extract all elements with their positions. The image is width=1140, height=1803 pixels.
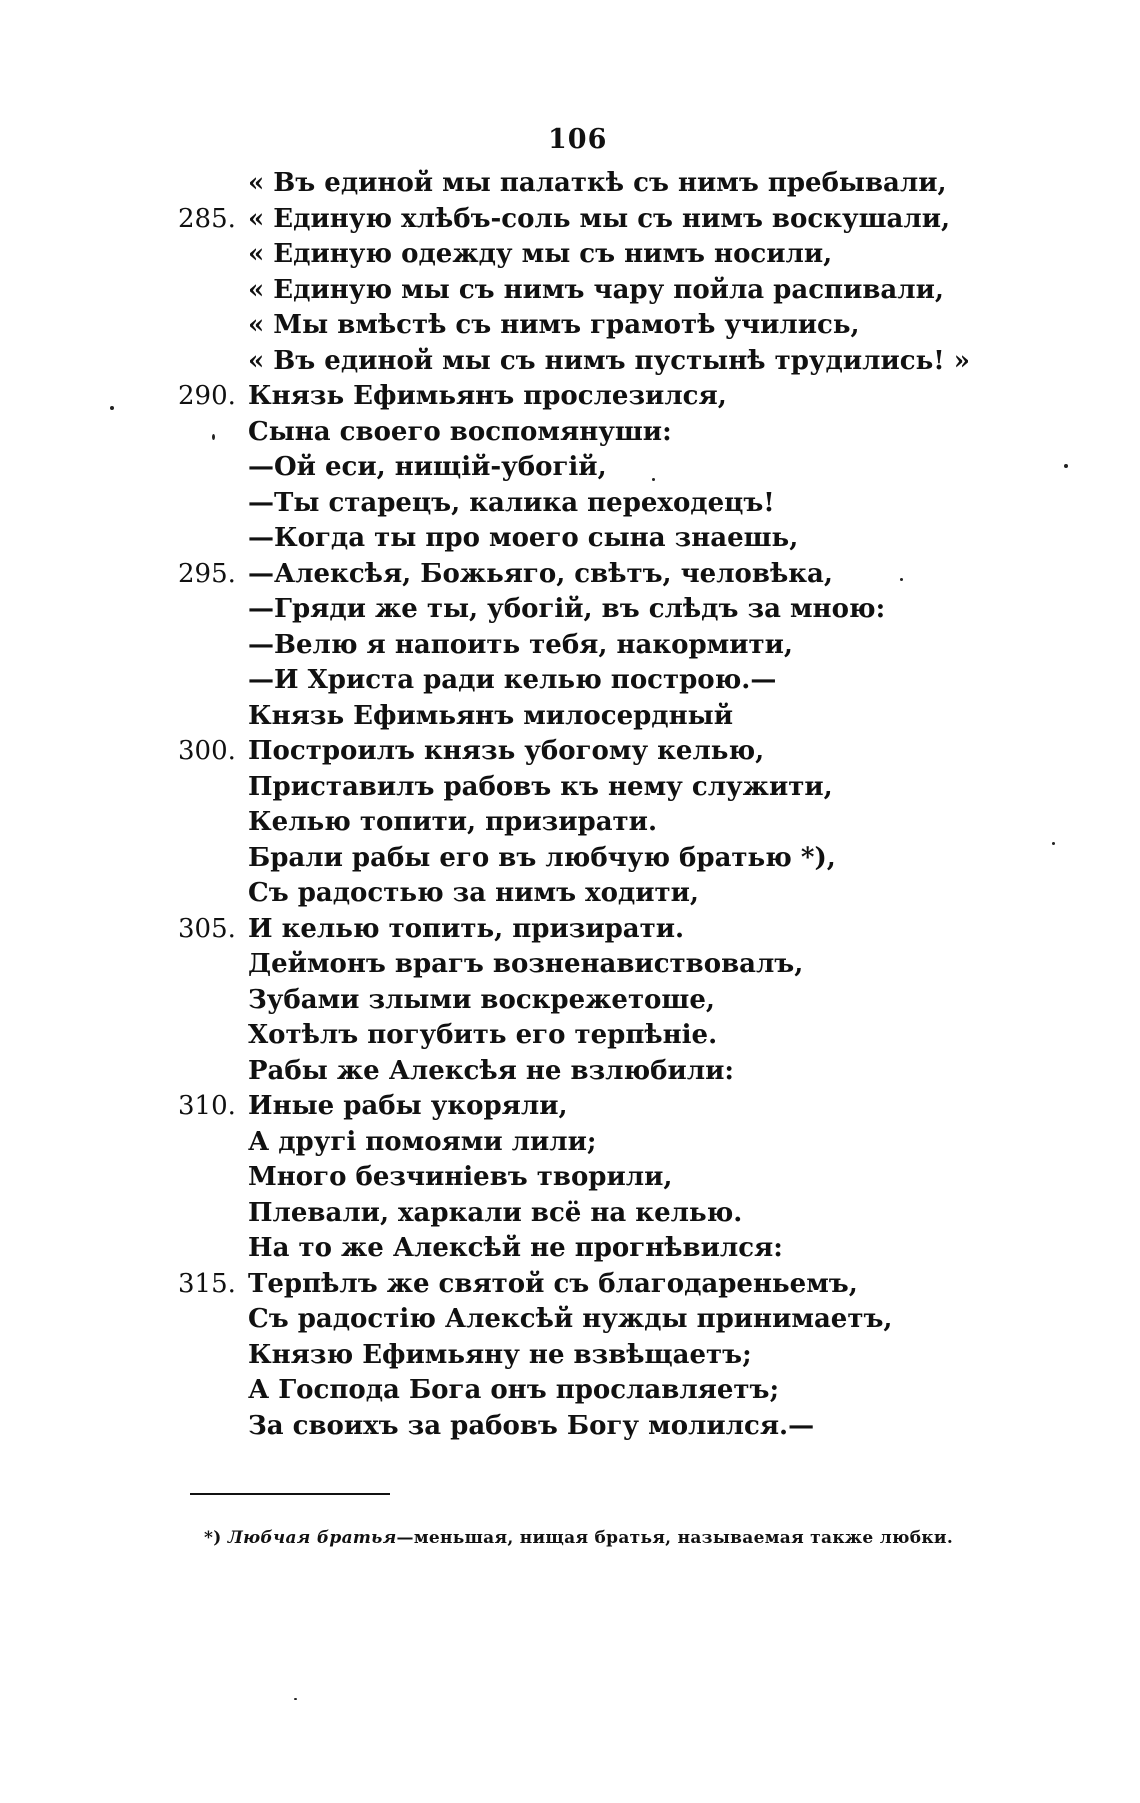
verse-line bbox=[0, 202, 1140, 238]
verse-line-text: А Господа Бога онъ прославляетъ; bbox=[248, 1375, 780, 1405]
verse-line bbox=[0, 1089, 1140, 1125]
page-number: 106 bbox=[548, 124, 608, 155]
verse-line-number: 310. bbox=[178, 1091, 236, 1121]
scan-speck bbox=[294, 1698, 297, 1700]
scan-speck bbox=[900, 578, 903, 581]
verse-line-text: А другі помоями лили; bbox=[248, 1126, 597, 1157]
verse-line-text: Брали рабы его въ любчую братью *), bbox=[248, 842, 836, 873]
verse-line bbox=[0, 557, 1140, 593]
verse-line bbox=[0, 805, 1140, 841]
verse-line bbox=[0, 1054, 1140, 1090]
verse-line-text: Иные рабы укоряли, bbox=[248, 1091, 568, 1121]
verse-line-text: « Единую хлѣбъ-соль мы съ нимъ воскушали, bbox=[248, 203, 951, 234]
verse-line-text: —Гряди же ты, убогій, въ слѣдъ за мною: bbox=[248, 594, 886, 624]
scan-speck bbox=[1064, 464, 1068, 468]
verse-line bbox=[0, 628, 1140, 664]
scan-speck bbox=[212, 434, 215, 440]
verse-line bbox=[0, 1373, 1140, 1409]
footnote bbox=[204, 1528, 953, 1548]
verse-line bbox=[0, 273, 1140, 309]
verse-line bbox=[0, 415, 1140, 451]
verse-line bbox=[0, 1267, 1140, 1303]
verse-line-text: Много безчиніевъ творили, bbox=[248, 1162, 673, 1192]
verse-line bbox=[0, 344, 1140, 380]
verse-line bbox=[0, 592, 1140, 628]
verse-line-text: « Въ единой мы палаткѣ съ нимъ пребывали, bbox=[248, 168, 947, 198]
verse-line-text: —Велю я напоить тебя, накормити, bbox=[248, 629, 793, 660]
verse-line-text: Съ радостію Алексѣй нужды принимаетъ, bbox=[248, 1304, 893, 1334]
verse-line-text: Хотѣлъ погубить его терпѣніе. bbox=[248, 1020, 718, 1050]
verse-line bbox=[0, 699, 1140, 735]
verse-line-text: Зубами злыми воскрежетоше, bbox=[248, 984, 715, 1015]
verse-line-text: Съ радостью за нимъ ходити, bbox=[248, 878, 699, 908]
verse-line-text: Приставилъ рабовъ къ нему служити, bbox=[248, 771, 833, 802]
footnote-term: Любчая братья bbox=[227, 1528, 397, 1548]
verse-block bbox=[0, 166, 1140, 1444]
scan-speck bbox=[110, 406, 114, 410]
verse-line-text: « Единую одежду мы съ нимъ носили, bbox=[248, 239, 833, 269]
verse-line bbox=[0, 308, 1140, 344]
verse-line-number: 285. bbox=[178, 203, 236, 234]
verse-line bbox=[0, 521, 1140, 557]
verse-line bbox=[0, 379, 1140, 415]
verse-line-text: Рабы же Алексѣя не взлюбили: bbox=[248, 1055, 735, 1086]
verse-line bbox=[0, 1018, 1140, 1054]
verse-line bbox=[0, 1409, 1140, 1445]
verse-line-text: « Въ единой мы съ нимъ пустынѣ трудились! » bbox=[248, 345, 970, 376]
scan-speck bbox=[652, 478, 655, 481]
verse-line bbox=[0, 770, 1140, 806]
verse-line-text: —Ты старецъ, калика переходецъ! bbox=[248, 487, 775, 518]
verse-line bbox=[0, 663, 1140, 699]
verse-line bbox=[0, 1302, 1140, 1338]
verse-line-number: 305. bbox=[178, 913, 236, 944]
verse-line-number: 300. bbox=[178, 736, 236, 766]
verse-line-text: —Алексѣя, Божьяго, свѣтъ, человѣка, bbox=[248, 558, 833, 589]
verse-line-text: « Мы вмѣстѣ съ нимъ грамотѣ учились, bbox=[248, 310, 860, 340]
verse-line bbox=[0, 237, 1140, 273]
verse-line-text: За своихъ за рабовъ Богу молился.— bbox=[248, 1410, 815, 1441]
verse-line-text: « Единую мы съ нимъ чару пойла распивали, bbox=[248, 274, 944, 305]
verse-line-text: —Когда ты про моего сына знаешь, bbox=[248, 523, 799, 553]
verse-line-text: Келью топити, призирати. bbox=[248, 807, 657, 837]
verse-line-text: —Ой еси, нищій-убогій, bbox=[248, 452, 607, 482]
verse-line bbox=[0, 841, 1140, 877]
footnote-divider bbox=[190, 1493, 390, 1495]
verse-line-text: И келью топить, призирати. bbox=[248, 913, 685, 944]
verse-line bbox=[0, 1125, 1140, 1161]
verse-line-text: Князь Ефимьянъ прослезился, bbox=[248, 381, 727, 411]
verse-line-text: Сына своего воспомянуши: bbox=[248, 416, 672, 447]
verse-line bbox=[0, 1231, 1140, 1267]
verse-line bbox=[0, 947, 1140, 983]
verse-line-number: 315. bbox=[178, 1268, 236, 1299]
verse-line-text: Терпѣлъ же святой съ благодареньемъ, bbox=[248, 1268, 858, 1299]
verse-line bbox=[0, 166, 1140, 202]
verse-line bbox=[0, 734, 1140, 770]
verse-line-text: Князю Ефимьяну не взвѣщаетъ; bbox=[248, 1339, 752, 1370]
scan-speck bbox=[1052, 842, 1055, 845]
footnote-text: —меньшая, нищая братья, называемая также любки. bbox=[396, 1528, 954, 1548]
verse-line-number: 290. bbox=[178, 381, 236, 411]
verse-line bbox=[0, 450, 1140, 486]
verse-line bbox=[0, 1338, 1140, 1374]
verse-line-text: Князь Ефимьянъ милосердный bbox=[248, 700, 733, 731]
verse-line bbox=[0, 983, 1140, 1019]
verse-line-text: —И Христа ради келью построю.— bbox=[248, 665, 777, 695]
verse-line bbox=[0, 1160, 1140, 1196]
verse-line-text: Построилъ князь убогому келью, bbox=[248, 736, 765, 766]
verse-line-text: На то же Алексѣй не прогнѣвился: bbox=[248, 1233, 783, 1263]
verse-line bbox=[0, 912, 1140, 948]
verse-line bbox=[0, 876, 1140, 912]
verse-line bbox=[0, 486, 1140, 522]
footnote-marker: *) bbox=[204, 1528, 222, 1548]
verse-line-text: Плевали, харкали всё на келью. bbox=[248, 1197, 743, 1228]
verse-line-number: 295. bbox=[178, 558, 236, 589]
verse-line-text: Деймонъ врагъ возненавиствовалъ, bbox=[248, 949, 804, 979]
verse-line bbox=[0, 1196, 1140, 1232]
